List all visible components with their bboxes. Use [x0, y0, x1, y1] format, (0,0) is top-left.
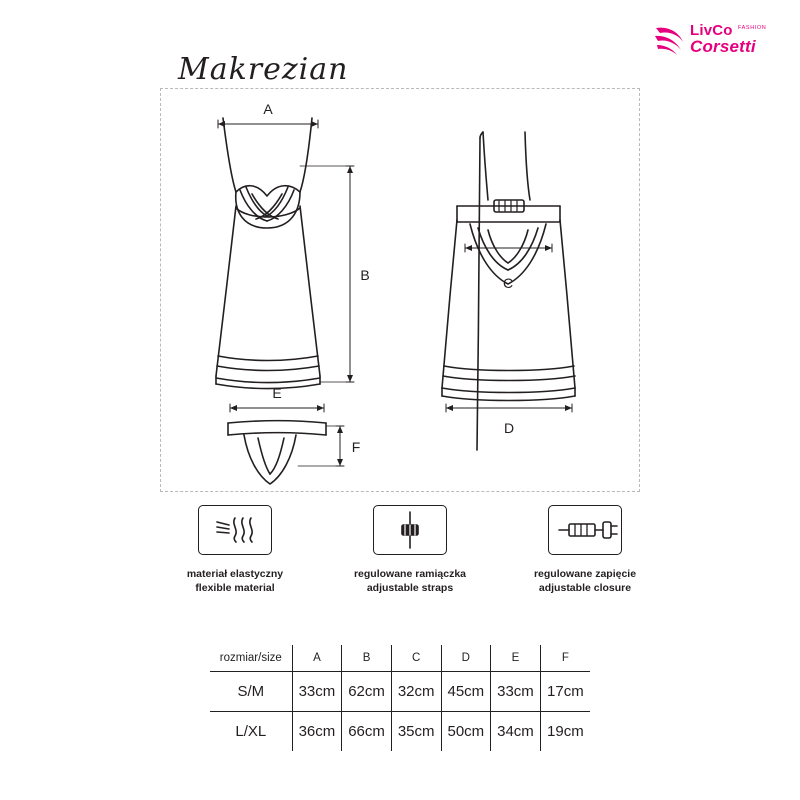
feature-label-pl: regulowane ramiączka [353, 568, 467, 580]
table-header-cell: F [540, 645, 590, 672]
table-cell: 19cm [540, 712, 590, 752]
table-header-cell: B [342, 645, 392, 672]
feature-label-en: flexible material [195, 582, 275, 595]
table-cell: 36cm [292, 712, 342, 752]
brand-name-line1: LivCo [690, 22, 733, 39]
table-cell: 45cm [441, 672, 491, 712]
table-header-cell: C [391, 645, 441, 672]
table-header-row [210, 645, 590, 672]
feature-label-pl: regulowane zapięcie [533, 568, 637, 580]
dimension-label-b: B [360, 267, 370, 283]
adjustable-closure-icon [548, 505, 622, 555]
dimension-label-d: D [503, 420, 515, 436]
feature-item-adjustable-closure [500, 505, 670, 595]
feature-list [150, 505, 670, 595]
elastic-material-icon [198, 505, 272, 555]
table-cell: 35cm [391, 712, 441, 752]
feature-item-flexible-material [150, 505, 320, 595]
dimension-label-f: F [351, 439, 361, 455]
garment-illustrations [160, 88, 640, 492]
table-cell: 33cm [292, 672, 342, 712]
table-cell: 50cm [441, 712, 491, 752]
brand-name-line2: Corsetti [690, 37, 756, 56]
dimension-label-a: A [263, 101, 273, 117]
size-table [210, 645, 590, 751]
table-cell: 33cm [491, 672, 541, 712]
dimension-label-e: E [272, 385, 282, 401]
table-row-size: L/XL [210, 712, 292, 752]
feature-label-en: adjustable closure [538, 582, 632, 595]
table-cell: 17cm [540, 672, 590, 712]
table-row [210, 672, 590, 712]
table-cell: 62cm [342, 672, 392, 712]
feature-label-en: adjustable straps [366, 582, 454, 595]
feature-label-pl: materiał elastyczny [186, 568, 284, 580]
table-header-cell: rozmiar/size [210, 645, 292, 672]
page-title: Makrezian [178, 52, 349, 87]
table-row-size: S/M [210, 672, 292, 712]
table-header-cell: E [491, 645, 541, 672]
table-row [210, 712, 590, 752]
table-cell: 34cm [491, 712, 541, 752]
brand-logo [652, 18, 772, 66]
feature-item-adjustable-straps [325, 505, 495, 595]
dimension-label-c: C [502, 275, 514, 291]
table-cell: 66cm [342, 712, 392, 752]
adjustable-straps-icon [373, 505, 447, 555]
brand-tagline: FASHION [738, 25, 767, 31]
size-table-container [210, 645, 590, 751]
table-header-cell: D [441, 645, 491, 672]
table-cell: 32cm [391, 672, 441, 712]
table-header-cell: A [292, 645, 342, 672]
swirl-logo-icon [652, 22, 688, 58]
